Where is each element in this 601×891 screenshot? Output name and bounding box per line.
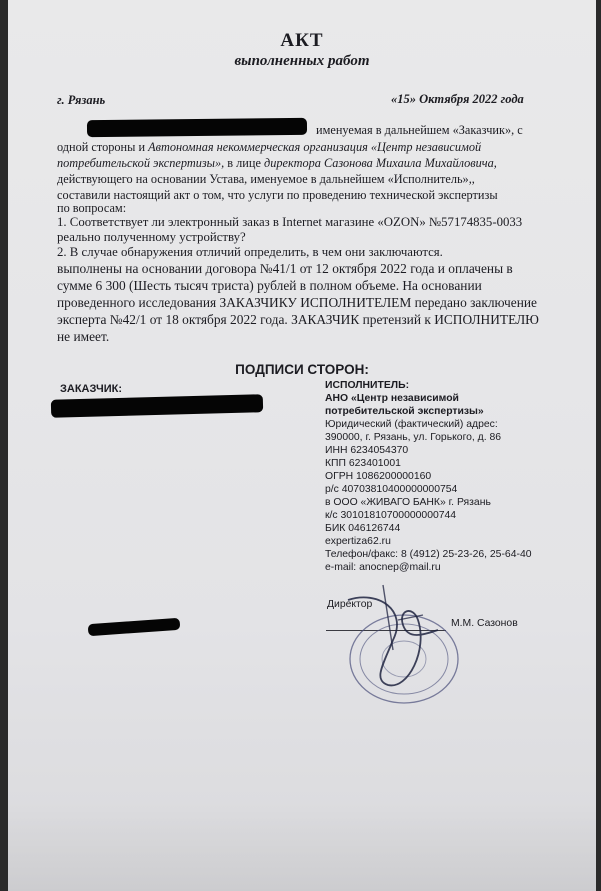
director-label: Директор xyxy=(327,599,373,610)
intro-line-3 xyxy=(57,156,497,171)
intro-line-4: действующего на основании Устава, именуемое в дальнейшем «Исполнитель»,, xyxy=(57,172,475,186)
page-shadow xyxy=(8,801,596,891)
executor-website: expertiza62.ru xyxy=(325,536,391,547)
executor-kpp: КПП 623401001 xyxy=(325,458,401,469)
question-2: 2. В случае обнаружения отличий определить, в чем они заключаются. xyxy=(57,245,443,259)
executor-name-1: АНО «Центр независимой xyxy=(325,393,459,404)
act-date: «15» Октября 2022 года xyxy=(391,92,524,106)
executor-label: ИСПОЛНИТЕЛЬ: xyxy=(325,380,410,391)
executor-inn: ИНН 6234054370 xyxy=(325,445,409,456)
intro-line-6: по вопросам: xyxy=(57,201,127,215)
executor-phone: Телефон/факс: 8 (4912) 25-23-26, 25-64-40 xyxy=(325,549,532,560)
director-signature xyxy=(338,580,448,700)
executor-email: e-mail: anocnep@mail.ru xyxy=(325,562,441,573)
intro-line-2 xyxy=(57,140,481,155)
executor-account: р/с 40703810400000000754 xyxy=(325,484,458,495)
redacted-customer-details xyxy=(51,394,263,418)
paragraph-line-4: эксперта №42/1 от 18 октября 2022 года. ЗАКАЗЧИК претензий к ИСПОЛНИТЕЛЮ xyxy=(57,312,539,327)
intro-line-3-italic2: директора Сазонова Михаила Михайловича, xyxy=(264,156,497,170)
intro-line-3-plain: в лице xyxy=(227,156,261,170)
executor-bank: в ООО «ЖИВАГО БАНК» г. Рязань xyxy=(325,497,491,508)
paragraph-line-1: выполнены на основании договора №41/1 от 12 октября 2022 года и оплачены в xyxy=(57,261,513,276)
executor-ogrn: ОГРН 1086200000160 xyxy=(325,471,432,482)
paragraph-line-5: не имеет. xyxy=(57,329,110,344)
redacted-customer-signature xyxy=(88,618,181,636)
intro-line-1: именуемая в дальнейшем «Заказчик», с xyxy=(316,123,523,137)
executor-bik: БИК 046126744 xyxy=(325,523,401,534)
intro-line-2-plain: одной стороны и xyxy=(57,140,146,154)
intro-line-5: составили настоящий акт о том, что услуги по проведению технической экспертизы xyxy=(57,188,498,202)
executor-address: 390000, г. Рязань, ул. Горького, д. 86 xyxy=(325,432,502,443)
signatures-heading: ПОДПИСИ СТОРОН: xyxy=(235,362,369,377)
executor-name-2: потребительской экспертизы» xyxy=(325,406,484,417)
intro-line-2-italic: Автономная некоммерческая организация «Центр независимой xyxy=(148,140,482,154)
paragraph-line-2: сумме 6 300 (Шесть тысяч триста) рублей в полном объеме. На основании xyxy=(57,278,482,293)
question-1b: реально полученному устройству? xyxy=(57,230,246,244)
document-sheet xyxy=(8,0,596,891)
city: г. Рязань xyxy=(57,93,106,107)
customer-label: ЗАКАЗЧИК: xyxy=(60,383,122,395)
redacted-customer-name xyxy=(87,118,307,137)
intro-line-3-italic: потребительской экспертизы», xyxy=(57,156,225,170)
executor-corr-account: к/с 30101810700000000744 xyxy=(325,510,457,521)
document-subtitle: выполненных работ xyxy=(234,53,370,69)
paragraph-line-3: проведенного исследования ЗАКАЗЧИКУ ИСПОЛНИТЕЛЕМ передано заключение xyxy=(57,295,538,310)
question-1a: 1. Соответствует ли электронный заказ в Internet магазине «OZON» №57174835-0033 xyxy=(57,215,523,229)
document-title: АКТ xyxy=(280,30,324,51)
executor-address-label: Юридический (фактический) адрес: xyxy=(325,419,498,430)
director-name: М.М. Сазонов xyxy=(451,618,518,629)
